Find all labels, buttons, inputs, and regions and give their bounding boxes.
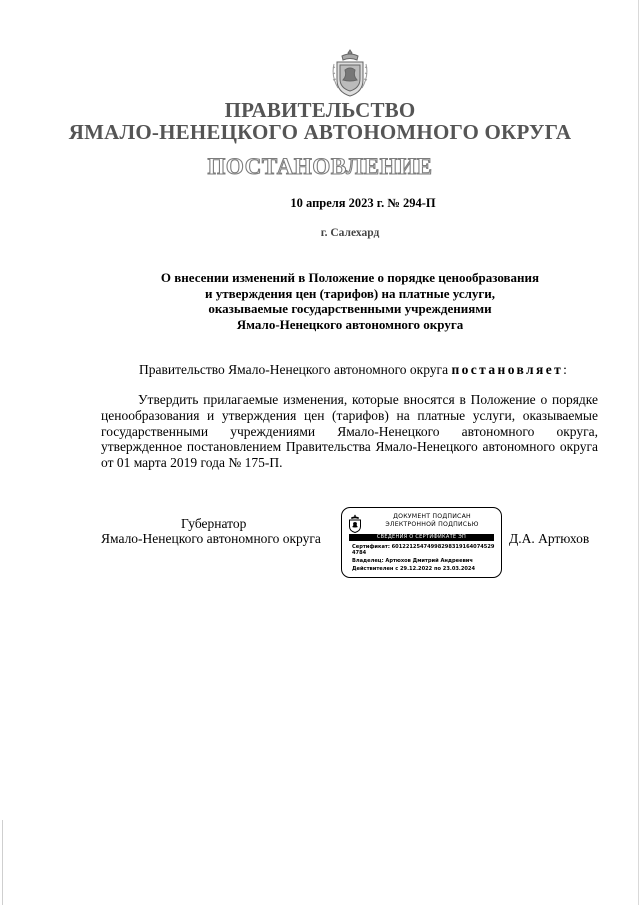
government-title-line2: ЯМАЛО-НЕНЕЦКОГО АВТОНОМНОГО ОКРУГА: [68, 120, 572, 144]
signatory-organization: Ямало-Ненецкого автономного округа: [101, 531, 321, 546]
e-signature-stamp: [341, 507, 502, 578]
decree-title-line: и утверждения цен (тарифов) на платные услуги,: [204, 285, 496, 301]
stamp-owner: Владелец: Артюхов Дмитрий Андреевич: [352, 558, 473, 564]
stamp-certificate: Сертификат: 60122125474998298319164074529: [352, 544, 495, 550]
stamp-validity: Действителен с 29.12.2022 по 23.03.2024: [352, 566, 476, 572]
signatory-position: Губернатор: [181, 516, 247, 531]
preamble-resolves: постановляет: [451, 362, 564, 377]
decree-date-number: 10 апреля 2023 г. № 294-П: [290, 196, 436, 210]
page-edge-mark: [2, 820, 3, 905]
decree-body: [101, 392, 598, 471]
stamp-header: [365, 513, 499, 529]
preamble: [139, 362, 567, 378]
preamble-colon: :: [563, 362, 567, 377]
decree-title-line: оказываемые государственными учреждениями: [208, 301, 492, 316]
body-paragraph: Утвердить прилагаемые изменения, которые вносятся в Положение о порядке ценообразования и утверждения цен (тарифов) на платные услуги, оказываемые государственными учреждениями Ямало-Ненецкого автономного округа, утвержденное постановлением Правительства Ямало-Ненецкого автономного округа от 01 марта 2019 года № 175-П.: [101, 392, 598, 471]
stamp-header-line: ЭЛЕКТРОННОЙ ПОДПИСЬЮ: [385, 521, 479, 528]
stamp-certificate-bar: СВЕДЕНИЯ О СЕРТИФИКАТЕ ЭП: [349, 534, 494, 541]
stamp-certificate-continued: 4784: [352, 550, 367, 556]
decree-title-line: Ямало-Ненецкого автономного округа: [236, 316, 464, 332]
decree-city: г. Салехард: [320, 227, 380, 239]
coat-of-arms-icon: [331, 48, 369, 98]
stamp-emblem-icon: [348, 514, 362, 533]
decree-title-line: О внесении изменений в Положение о порядке ценообразования: [160, 270, 540, 285]
signatory-name: Д.А. Артюхов: [509, 531, 590, 546]
preamble-text: Правительство Ямало-Ненецкого автономного округа: [139, 362, 452, 377]
decree-title: [0, 270, 640, 332]
document-type: ПОСТАНОВЛЕНИЕ: [207, 154, 433, 179]
government-title-line1: ПРАВИТЕЛЬСТВО: [224, 98, 416, 122]
stamp-header-line: ДОКУМЕНТ ПОДПИСАН: [393, 513, 471, 520]
